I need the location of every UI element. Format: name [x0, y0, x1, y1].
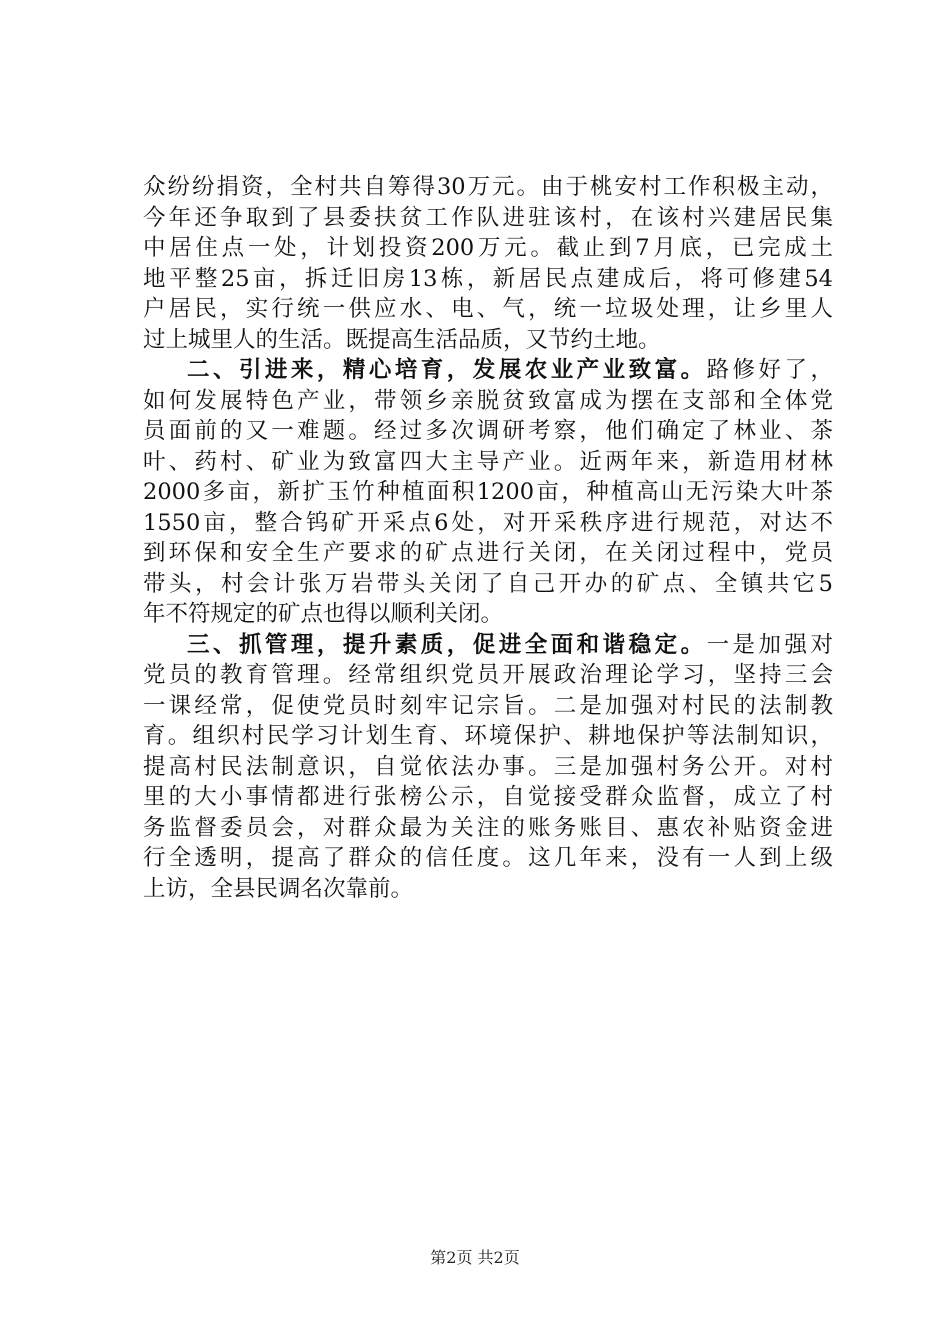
text-line: 务监督委员会，对群众最为关注的账务账目、惠农补贴资金进 [143, 814, 833, 841]
text-line [143, 355, 833, 386]
text-line [143, 630, 833, 661]
text-fragment: 一是加强对 [706, 631, 833, 658]
text-line: 地平整25亩，拆迁旧房13栋，新居民点建成后，将可修建54 [143, 265, 833, 292]
document-body [143, 172, 833, 904]
text-line: 带头，村会计张万岩带头关闭了自己开办的矿点、全镇共它5 [143, 570, 833, 597]
text-line: 员面前的又一难题。经过多次调研考察，他们确定了林业、茶 [143, 418, 833, 444]
text-line: 如何发展特色产业，带领乡亲脱贫致富成为摆在支部和全体党 [143, 387, 833, 414]
text-line: 行全透明，提高了群众的信任度。这几年来，没有一人到上级 [143, 845, 833, 871]
text-line: 上访，全县民调名次靠前。 [143, 875, 414, 902]
text-line: 1550亩，整合钨矿开采点6处，对开采秩序进行规范，对达不 [143, 509, 833, 536]
page-footer: 第2页 共2页 [430, 1248, 520, 1267]
text-line: 一课经常，促使党员时刻牢记宗旨。二是加强对村民的法制教 [143, 692, 833, 719]
text-line: 众纷纷捐资，全村共自筹得30万元。由于桃安村工作积极主动， [143, 174, 833, 200]
section-heading: 三、抓管理，提升素质，促进全面和谐稳定。 [187, 631, 707, 658]
text-line: 户居民，实行统一供应水、电、气，统一垃圾处理，让乡里人 [143, 296, 833, 322]
text-line: 中居住点一处，计划投资200万元。截止到7月底，已完成土 [143, 235, 833, 261]
paragraph-2 [143, 355, 833, 630]
section-heading: 二、引进来，精心培育，发展农业产业致富。 [187, 357, 707, 383]
text-line: 今年还争取到了县委扶贫工作队进驻该村，在该村兴建居民集 [143, 204, 833, 231]
text-fragment: 路修好了， [706, 357, 833, 383]
text-line: 育。组织村民学习计划生育、环境保护、耕地保护等法制知识， [143, 723, 833, 749]
paragraph-3 [143, 630, 833, 905]
text-line: 年不符规定的矿点也得以顺利关闭。 [143, 601, 504, 627]
text-line: 提高村民法制意识，自觉依法办事。三是加强村务公开。对村 [143, 753, 833, 780]
text-line: 2000多亩，新扩玉竹种植面积1200亩，种植高山无污染大叶茶 [143, 479, 833, 505]
paragraph-1 [143, 172, 833, 355]
text-line: 叶、药村、矿业为致富四大主导产业。近两年来，新造用材林 [143, 448, 833, 475]
text-line: 过上城里人的生活。既提高生活品质，又节约土地。 [143, 326, 661, 353]
text-line: 里的大小事情都进行张榜公示，自觉接受群众监督，成立了村 [143, 784, 833, 810]
text-line: 到环保和安全生产要求的矿点进行关闭，在关闭过程中，党员 [143, 540, 833, 566]
text-line: 党员的教育管理。经常组织党员开展政治理论学习，坚持三会 [143, 662, 833, 688]
